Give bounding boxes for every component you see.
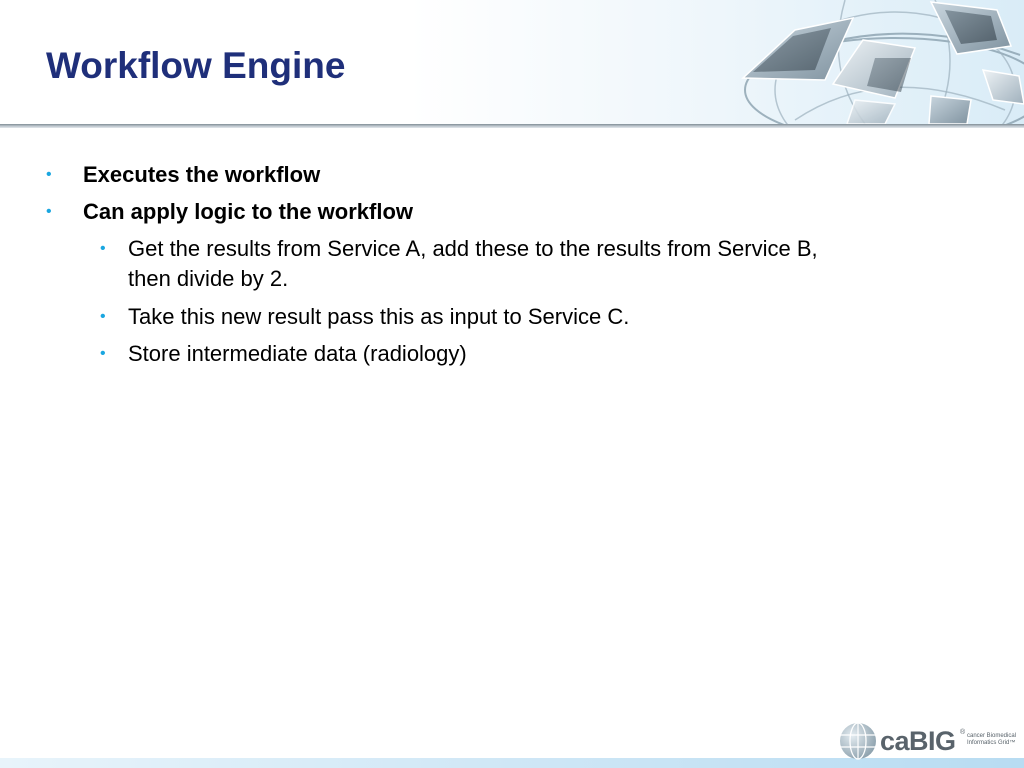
header-divider [0, 124, 1024, 128]
sub-bullet-item: Get the results from Service A, add these to the results from Service B, [128, 236, 818, 261]
slide-title: Workflow Engine [46, 45, 346, 86]
bullet-item: Executes the workflow [83, 162, 321, 187]
sub-bullet-item: Store intermediate data (radiology) [128, 341, 467, 366]
globe-icon [838, 721, 878, 761]
bullet-dot-icon: • [46, 203, 52, 220]
bullet-dot-icon: • [46, 166, 52, 183]
bullet-dot-icon: • [100, 308, 106, 325]
logo-wordmark: caBIG [880, 726, 956, 756]
sub-bullet-item-continuation: then divide by 2. [128, 266, 289, 291]
logo-tagline-line2: Informatics Grid™ [967, 740, 1016, 746]
globe-collage-icon [735, 0, 1024, 124]
bullet-item: Can apply logic to the workflow [83, 199, 414, 224]
logo-tagline [967, 733, 1017, 747]
logo-registered-mark: ® [960, 729, 966, 736]
bullet-dot-icon: • [100, 240, 106, 257]
bullet-dot-icon: • [100, 345, 106, 362]
sub-bullet-item: Take this new result pass this as input to Service C. [128, 304, 630, 329]
cabig-logo [838, 719, 1018, 763]
logo-tagline-line1: cancer Biomedical [967, 733, 1017, 739]
